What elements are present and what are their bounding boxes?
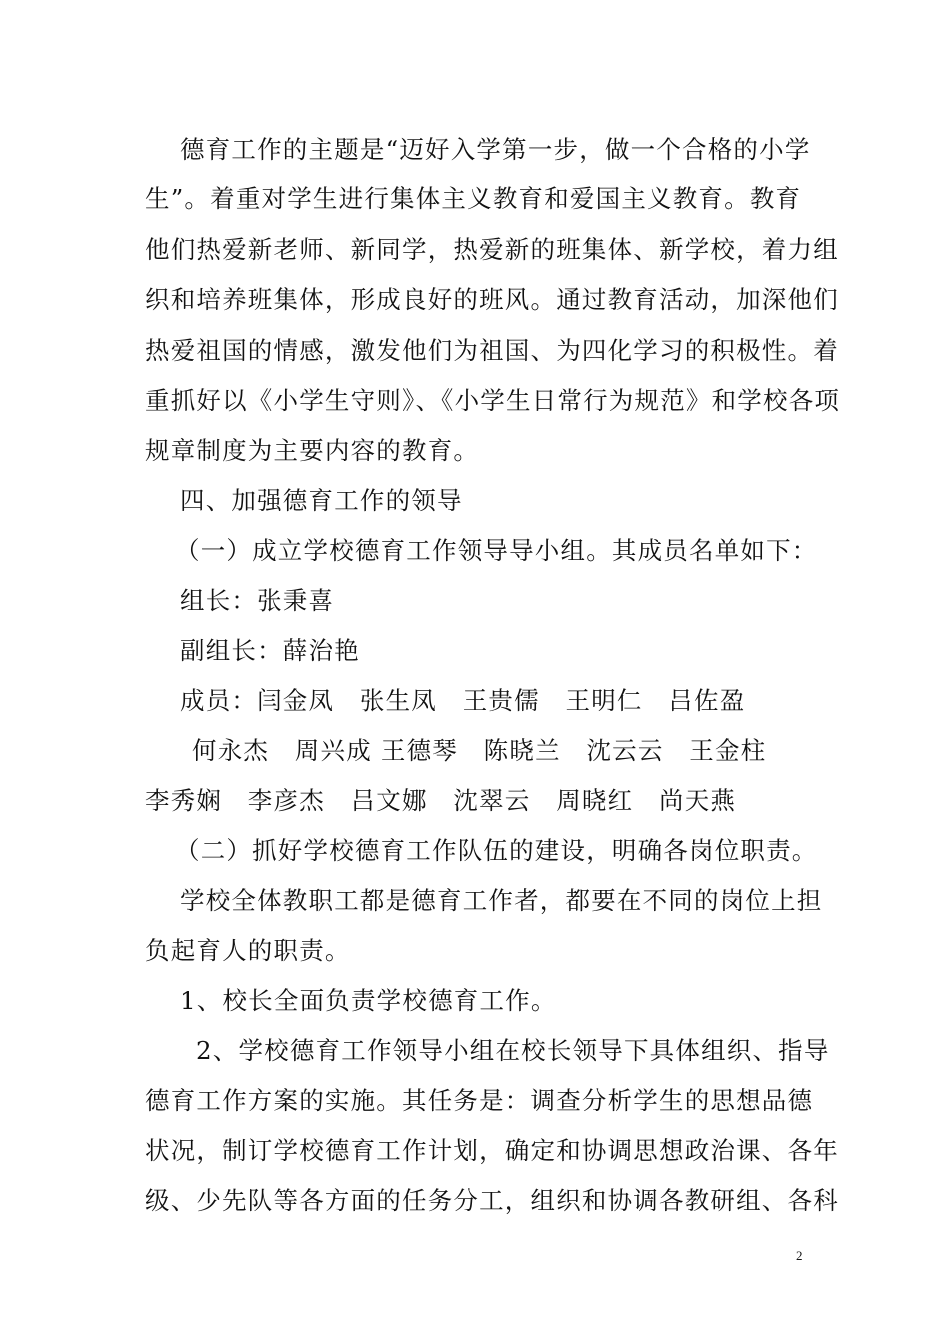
page-number: 2	[796, 1248, 803, 1263]
members-line-2: 何永杰 周兴成 王德琴 陈晓兰 沈云云 王金柱	[192, 736, 767, 765]
text-line-16: 学校全体教职工都是德育工作者，都要在不同的岗位上担	[180, 886, 823, 915]
text-line-7: 规章制度为主要内容的教育。	[145, 436, 480, 465]
subsection-heading-2: （二）抓好学校德育工作队伍的建设，明确各岗位职责。	[175, 836, 818, 865]
text-line-5: 热爱祖国的情感，激发他们为祖国、为四化学习的积极性。着	[145, 336, 839, 365]
text-line-20: 德育工作方案的实施。其任务是：调查分析学生的思想品德	[145, 1086, 814, 1115]
text-line-17: 负起育人的职责。	[145, 936, 351, 965]
text-line-21: 状况，制订学校德育工作计划，确定和协调思想政治课、各年	[145, 1136, 839, 1165]
deputy-leader-line: 副组长：薛治艳	[180, 636, 360, 665]
section-heading: 四、加强德育工作的领导	[180, 486, 463, 515]
group-leader-line: 组长：张秉喜	[180, 586, 335, 615]
text-line-2: 生”。着重对学生进行集体主义教育和爱国主义教育。教育	[145, 184, 802, 213]
members-line-1: 成员：闫金凤 张生凤 王贵儒 王明仁 吕佐盈	[180, 686, 746, 715]
subsection-heading-1: （一）成立学校德育工作领导导小组。其成员名单如下：	[175, 536, 818, 565]
text-line-3: 他们热爱新老师、新同学，热爱新的班集体、新学校，着力组	[145, 235, 839, 264]
members-line-3: 李秀娴 李彦杰 吕文娜 沈翠云 周晓红 尚天燕	[145, 786, 737, 815]
duty-item-2: 2、学校德育工作领导小组在校长领导下具体组织、指导	[196, 1036, 830, 1065]
text-line-4: 织和培养班集体，形成良好的班风。通过教育活动，加深他们	[145, 285, 839, 314]
text-line-1: 德育工作的主题是“迈好入学第一步，做一个合格的小学	[180, 135, 811, 164]
text-line-22: 级、少先队等各方面的任务分工，组织和协调各教研组、各科	[145, 1186, 839, 1215]
text-line-6: 重抓好以《小学生守则》、《小学生日常行为规范》和学校各项	[145, 386, 841, 415]
duty-item-1: 1、校长全面负责学校德育工作。	[180, 986, 557, 1015]
